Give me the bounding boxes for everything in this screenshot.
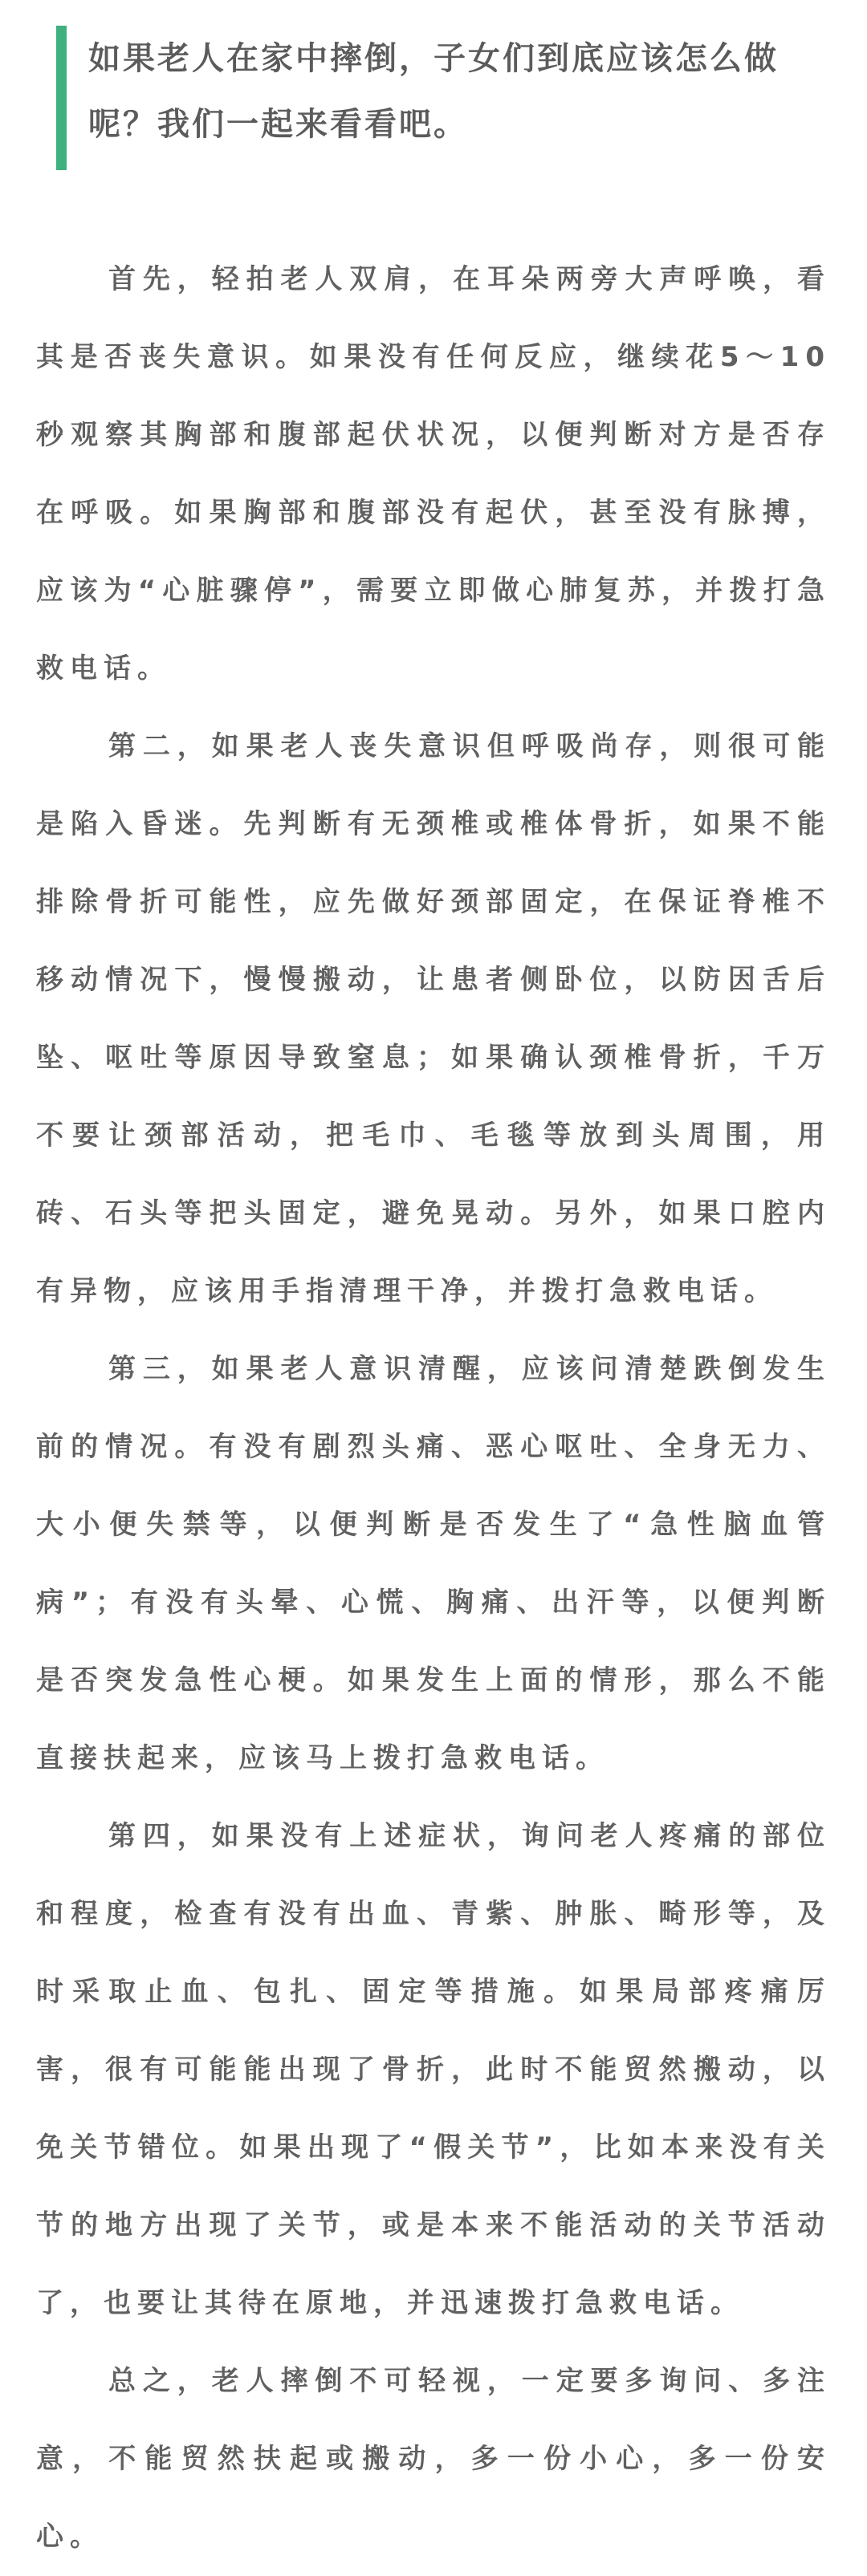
article-body [36, 241, 831, 2576]
paragraph-first: 首先，轻拍老人双肩，在耳朵两旁大声呼唤，看其是否丧失意识。如果没有任何反应，继续花5～10秒观察其胸部和腹部起伏状况，以便判断对方是否存在呼吸。如果胸部和腹部没有起伏，甚至没有脉搏，应该为“心脏骤停”，需要立即做心肺复苏，并拨打急救电话。 [36, 263, 831, 685]
paragraph-summary: 总之，老人摔倒不可轻视，一定要多询问、多注意，不能贸然扶起或搬动，多一份小心，多一份安心。 [36, 2365, 831, 2553]
intro-callout [56, 26, 827, 170]
paragraph-fourth: 第四，如果没有上述症状，询问老人疼痛的部位和程度，检查有没有出血、青紫、肿胀、畸形等，及时采取止血、包扎、固定等措施。如果局部疼痛厉害，很有可能能出现了骨折，此时不能贸然搬动，以免关节错位。如果出现了“假关节”，比如本来没有关节的地方出现了关节，或是本来不能活动的关节活动了，也要让其待在原地，并迅速拨打急救电话。 [36, 1820, 831, 2319]
callout-text: 如果老人在家中摔倒，子女们到底应该怎么做呢？我们一起来看看吧。 [88, 40, 779, 143]
paragraph-third: 第三，如果老人意识清醒，应该问清楚跌倒发生前的情况。有没有剧烈头痛、恶心呕吐、全身无力、大小便失禁等，以便判断是否发生了“急性脑血管病”；有没有头晕、心慌、胸痛、出汗等，以便判断是否突发急性心梗。如果发生上面的情形，那么不能直接扶起来，应该马上拨打急救电话。 [36, 1353, 831, 1774]
callout-accent-bar [56, 26, 67, 170]
paragraph-second: 第二，如果老人丧失意识但呼吸尚存，则很可能是陷入昏迷。先判断有无颈椎或椎体骨折，如果不能排除骨折可能性，应先做好颈部固定，在保证脊椎不移动情况下，慢慢搬动，让患者侧卧位，以防因舌后坠、呕吐等原因导致窒息；如果确认颈椎骨折，千万不要让颈部活动，把毛巾、毛毯等放到头周围，用砖、石头等把头固定，避免晃动。另外，如果口腔内有异物，应该用手指清理干净，并拨打急救电话。 [36, 730, 831, 1307]
